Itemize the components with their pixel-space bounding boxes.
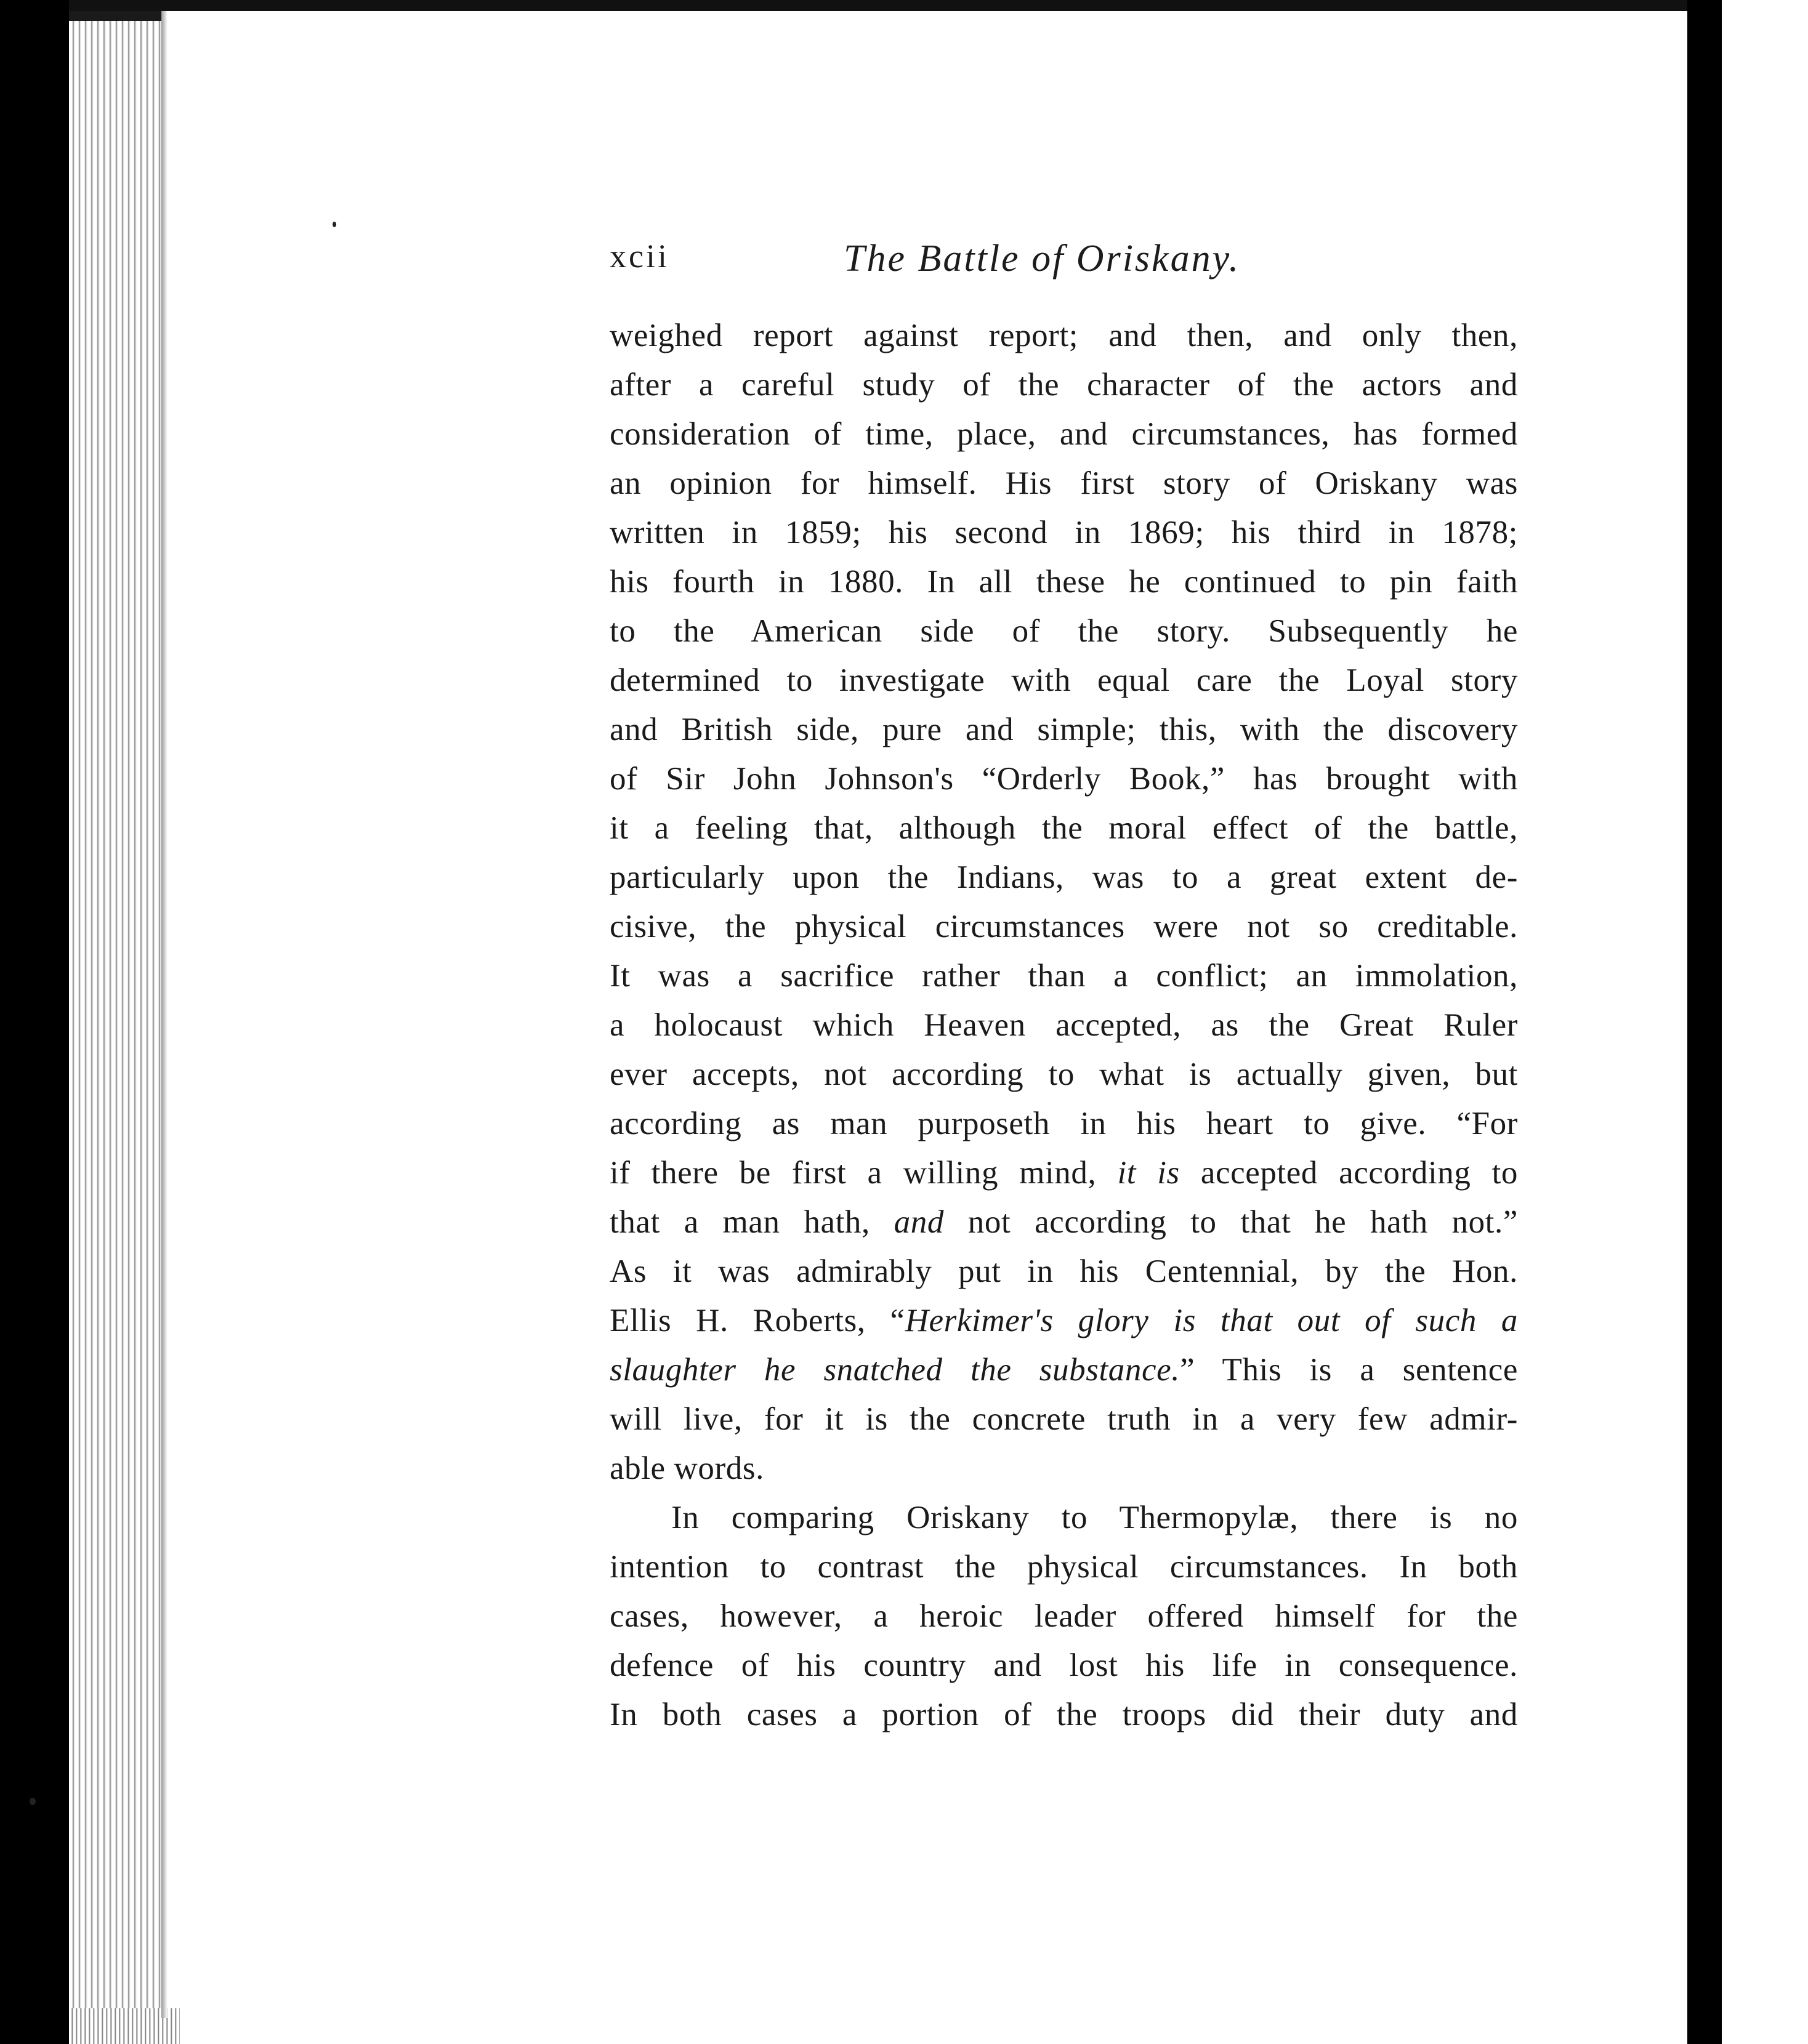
page-gutter-shadow <box>161 11 167 2018</box>
text-line: will live, for it is the concrete truth in a very few admir- <box>610 1401 1518 1437</box>
text-line: ever accepts, not according to what is actually given, but <box>610 1056 1518 1092</box>
text-line: of Sir John Johnson's “Orderly Book,” has brought with <box>610 761 1518 797</box>
italic-emphasis: and <box>894 1204 944 1240</box>
text-line <box>610 1148 1518 1197</box>
running-title: The Battle of Oriskany. <box>844 238 1241 280</box>
text-line: able words. <box>610 1451 764 1486</box>
italic-quotation: Herkimer's glory is that out of such a <box>905 1303 1518 1338</box>
text-line: and British side, pure and simple; this, with the discovery <box>610 712 1518 747</box>
paragraph <box>610 1493 1518 1739</box>
italic-quotation: slaughter he snatched the substance. <box>610 1352 1180 1388</box>
text-run: that a man hath, <box>610 1204 870 1240</box>
text-line: As it was admirably put in his Centennial, by the Hon. <box>610 1253 1518 1289</box>
text-line: defence of his country and lost his life in consequence. <box>610 1648 1518 1683</box>
text-run: not according to that he hath not.” <box>967 1204 1518 1240</box>
text-line: cases, however, a heroic leader offered himself for the <box>610 1598 1518 1634</box>
text-line: his fourth in 1880. In all these he continued to pin faith <box>610 564 1518 600</box>
text-line: cisive, the physical circumstances were not so creditable. <box>610 909 1518 944</box>
italic-emphasis: it is <box>1117 1155 1180 1191</box>
text-line <box>610 1197 1518 1247</box>
text-line: weighed report against report; and then, and only then, <box>610 318 1518 353</box>
text-line: according as man purposeth in his heart to give. “For <box>610 1106 1518 1141</box>
text-line: consideration of time, place, and circumstances, has formed <box>610 416 1518 452</box>
text-line: after a careful study of the character of the actors and <box>610 367 1518 403</box>
text-line: particularly upon the Indians, was to a great extent de- <box>610 859 1518 895</box>
text-run: if there be first a willing mind, <box>610 1155 1097 1191</box>
text-line: a holocaust which Heaven accepted, as the Great Ruler <box>610 1007 1518 1043</box>
text-line: to the American side of the story. Subsequently he <box>610 613 1518 649</box>
text-line: determined to investigate with equal care the Loyal story <box>610 662 1518 698</box>
text-line: In comparing Oriskany to Thermopylæ, there is no <box>671 1500 1518 1535</box>
scan-speck <box>333 222 336 227</box>
page-number: xcii <box>610 238 669 275</box>
text-run: ” This is a sentence <box>1180 1352 1518 1388</box>
scan-speck <box>30 1798 36 1805</box>
text-run: accepted according to <box>1200 1155 1518 1191</box>
text-line: It was a sacrifice rather than a conflict; an immolation, <box>610 958 1518 994</box>
text-line: an opinion for himself. His first story of Oriskany was <box>610 465 1518 501</box>
page-right-margin <box>1722 0 1808 2044</box>
text-run: Ellis H. Roberts, “ <box>610 1303 905 1338</box>
body-text <box>610 311 1518 1739</box>
text-line: written in 1859; his second in 1869; his third in 1878; <box>610 515 1518 550</box>
scanner-border-left <box>0 0 69 2044</box>
book-page-edges <box>69 0 163 2044</box>
text-line: intention to contrast the physical circumstances. In both <box>610 1549 1518 1585</box>
text-line: it a feeling that, although the moral effect of the battle, <box>610 810 1518 846</box>
text-line <box>610 1345 1518 1394</box>
scanner-border-top <box>69 0 1695 11</box>
running-head <box>610 237 1515 286</box>
scanner-border-right <box>1687 0 1722 2044</box>
text-line <box>610 1296 1518 1345</box>
paragraph <box>610 311 1518 1493</box>
text-line: In both cases a portion of the troops did their duty and <box>610 1697 1518 1732</box>
